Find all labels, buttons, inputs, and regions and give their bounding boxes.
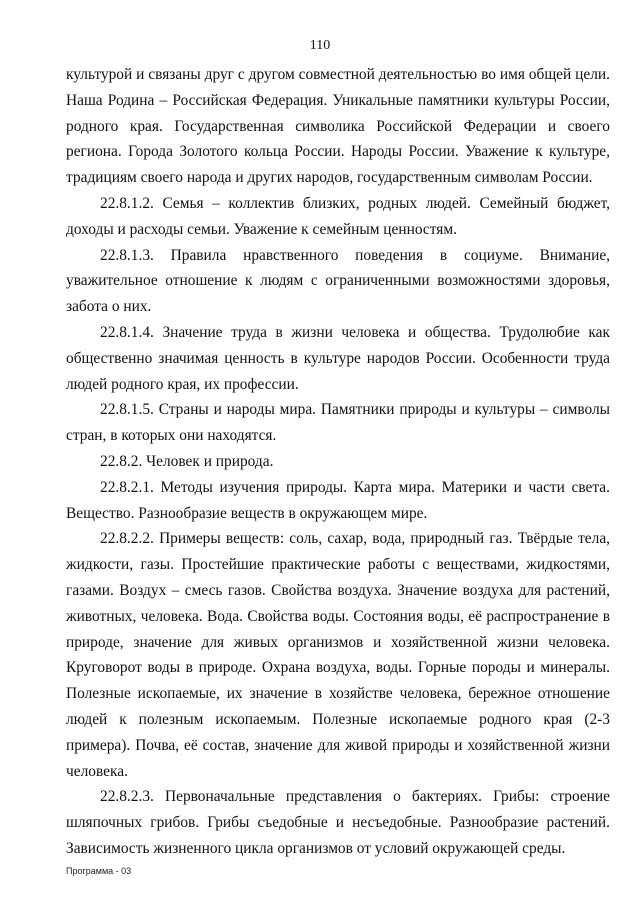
paragraph-continuation: культурой и связаны друг с другом совместной деятельностью во имя общей цели. Наша Родина – Российская Федерация. Уникальные памятники культуры России, родного края. Государственная символика Российской Федерации и своего региона. Города Золотого кольца России. Народы России. Уважение к культуре, традициям своего народа и других народов, государственным символам России. [66,66,610,187]
paragraph-22-8-1-5: 22.8.1.5. Страны и народы мира. Памятники природы и культуры – символы стран, в которых они находятся. [66,401,610,445]
footer-program-label: Программа - 03 [66,866,132,876]
section-heading-22-8-2: 22.8.2. Человек и природа. [100,452,274,470]
paragraph-22-8-1-2: 22.8.1.2. Семья – коллектив близких, родных людей. Семейный бюджет, доходы и расходы семьи. Уважение к семейным ценностям. [66,194,610,238]
paragraph-22-8-2-1: 22.8.2.1. Методы изучения природы. Карта мира. Материки и части света. Вещество. Разнообразие веществ в окружающем мире. [66,478,610,522]
paragraph-22-8-2-2: 22.8.2.2. Примеры веществ: соль, сахар, вода, природный газ. Твёрдые тела, жидкости, газы. Простейшие практические работы с веществами, жидкостями, газами. Воздух – смесь газов. Свойства воздуха. Значение воздуха для растений, животных, человека. Вода. Свойства воды. Состояния воды, её распространение в природе, значение для живых организмов и хозяйственной жизни человека. Круговорот воды в природе. Охрана воздуха, воды. Горные породы и минералы. Полезные ископаемые, их значение в хозяйстве человека, бережное отношение людей к полезным ископаемым. Полезные ископаемые родного края (2-3 примера). Почва, её состав, значение для живой природы и хозяйственной жизни человека. [66,530,610,780]
document-body [66,62,610,862]
paragraph-22-8-2-3: 22.8.2.3. Первоначальные представления о бактериях. Грибы: строение шляпочных грибов. Грибы съедобные и несъедобные. Разнообразие растений. Зависимость жизненного цикла организмов от условий окружающей среды. [66,788,610,857]
page-number: 110 [309,38,331,53]
paragraph-22-8-1-3: 22.8.1.3. Правила нравственного поведения в социуме. Внимание, уважительное отношение к людям с ограниченными возможностями здоровья, забота о них. [66,246,610,316]
paragraph-22-8-1-4: 22.8.1.4. Значение труда в жизни человека и общества. Трудолюбие как общественно значимая ценность в культуре народов России. Особенности труда людей родного края, их профессии. [66,323,610,393]
